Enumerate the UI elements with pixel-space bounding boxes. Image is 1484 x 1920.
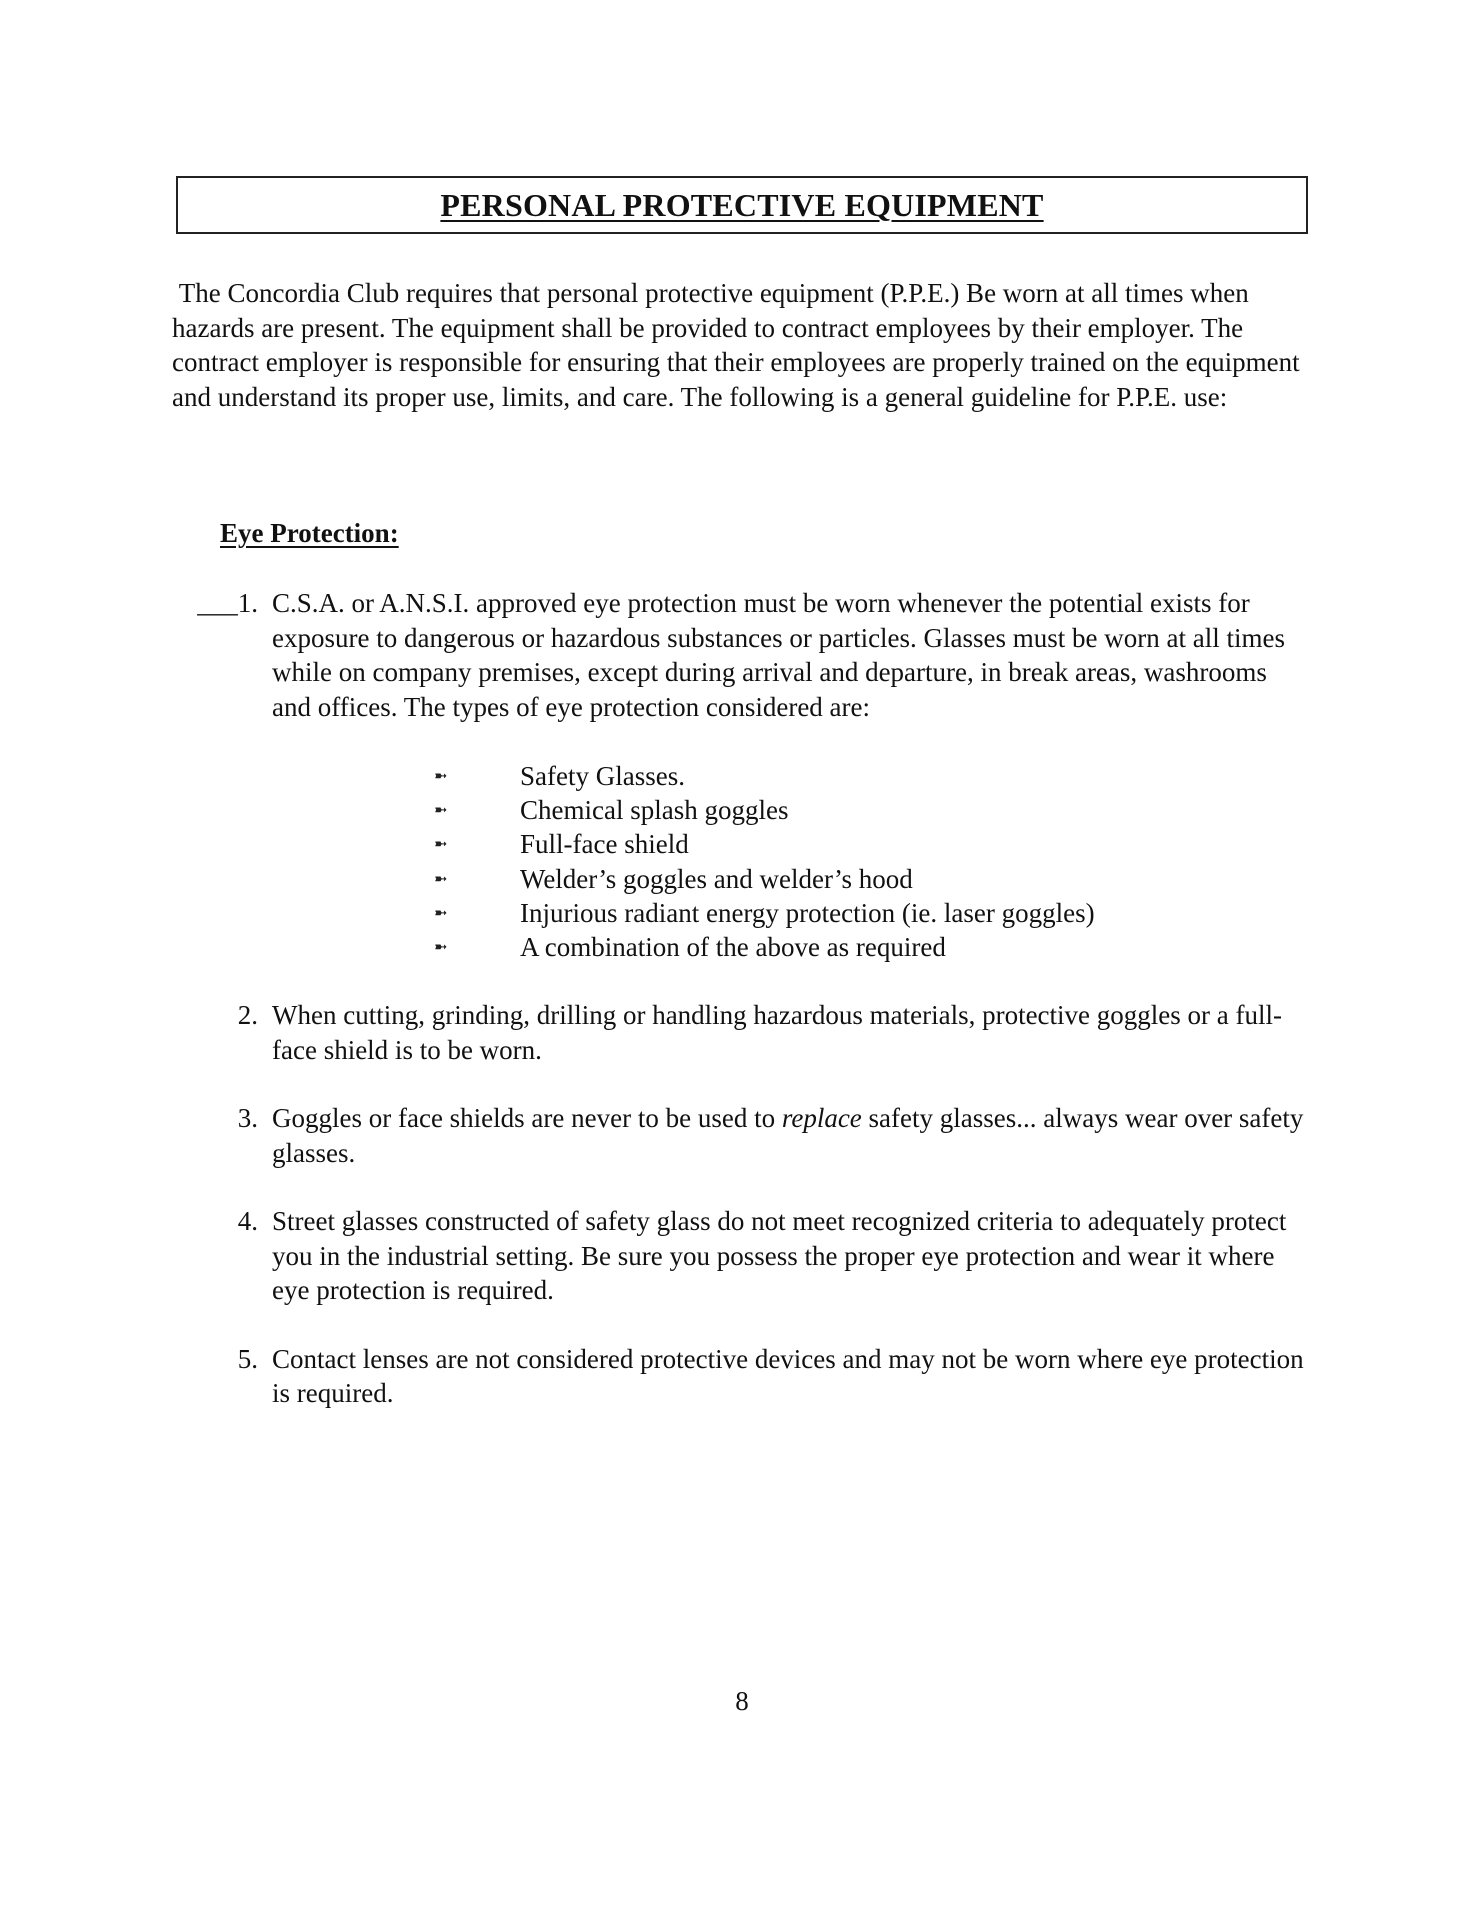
bullet-item xyxy=(434,793,1484,827)
bullet-item xyxy=(434,896,1484,930)
list-item-1 xyxy=(0,586,1484,724)
list-item-2 xyxy=(0,998,1484,1067)
list-item-text: Street glasses constructed of safety glass do not meet recognized criteria to adequately protect you in the industrial setting. Be sure you possess the proper eye protection and wear it where eye protection is required. xyxy=(272,1206,1287,1306)
bullet-text: Chemical splash goggles xyxy=(520,795,789,826)
list-item-number: 4. xyxy=(237,1206,258,1237)
list-item-number: 5. xyxy=(237,1343,258,1374)
list-item-text-after: safety glasses... always wear over safety glasses. xyxy=(272,1103,1304,1168)
list-item-text xyxy=(258,1101,1312,1170)
arrow-bullet-icon: ➼ xyxy=(434,800,448,820)
list-item-number: 3. xyxy=(237,1103,258,1134)
list-item-text: C.S.A. or A.N.S.I. approved eye protection must be worn whenever the potential exists for exposure to dangerous or hazardous substances or particles. Glasses must be worn at all times while on company premises, except during arrival and departure, in break areas, washrooms and offices. The types of eye protection considered are: xyxy=(272,588,1285,722)
list-item-4 xyxy=(0,1204,1484,1308)
list-item-number: 2. xyxy=(237,1000,258,1031)
title-box xyxy=(176,176,1308,234)
arrow-bullet-icon: ➼ xyxy=(434,868,448,888)
intro-paragraph xyxy=(172,276,1312,414)
bullet-text: Safety Glasses. xyxy=(520,761,685,791)
bullet-item xyxy=(434,759,1484,793)
bullet-text: Full-face shield xyxy=(520,829,689,860)
arrow-bullet-icon: ➼ xyxy=(434,937,448,957)
list-item-text: When cutting, grinding, drilling or handling hazardous materials, protective goggles or a full-face shield is to be worn. xyxy=(272,1000,1282,1065)
bullet-item xyxy=(434,930,1484,964)
page-title: PERSONAL PROTECTIVE EQUIPMENT xyxy=(440,186,1044,223)
list-item-number: ___1. xyxy=(197,588,258,618)
arrow-bullet-icon: ➼ xyxy=(434,834,448,854)
bullet-item xyxy=(434,827,1484,861)
eye-protection-types-list xyxy=(434,759,1484,964)
intro-text: The Concordia Club requires that personal protective equipment (P.P.E.) Be worn at all times when hazards are present. The equipment shall be provided to contract employees by their employer. The contract employer is responsible for ensuring that their employees are properly trained on the equipment and understand its proper use, limits, and care. The following is a general guideline for P.P.E. use: xyxy=(172,278,1300,412)
list-item-text: Contact lenses are not considered protective devices and may not be worn where eye protection is required. xyxy=(272,1343,1304,1409)
list-item-text-italic: replace xyxy=(781,1103,862,1134)
arrow-bullet-icon: ➼ xyxy=(434,766,448,785)
list-item-5 xyxy=(0,1342,1484,1411)
bullet-text: Welder’s goggles and welder’s hood xyxy=(520,863,913,894)
bullet-text: A combination of the above as required xyxy=(520,932,946,963)
bullet-item xyxy=(434,862,1484,896)
page-number: 8 xyxy=(735,1686,749,1716)
section-heading-eye-protection: Eye Protection: xyxy=(220,518,399,548)
eye-protection-list xyxy=(0,586,1484,1411)
list-item-text-before: Goggles or face shields are never to be used to xyxy=(272,1103,782,1134)
bullet-text: Injurious radiant energy protection (ie. laser goggles) xyxy=(520,897,1095,928)
list-item-3 xyxy=(0,1101,1484,1170)
arrow-bullet-icon: ➼ xyxy=(434,902,448,922)
